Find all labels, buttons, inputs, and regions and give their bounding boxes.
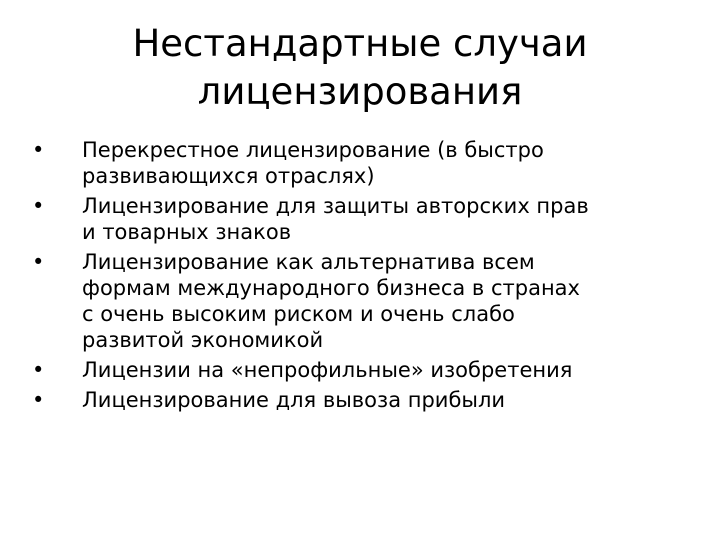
bullet-text-line: формам международного бизнеса в странах bbox=[82, 276, 580, 300]
bullet-icon: • bbox=[32, 250, 45, 274]
bullet-list bbox=[30, 137, 690, 417]
bullet-text-line: с очень высоким риском и очень слабо bbox=[82, 302, 515, 326]
slide-title bbox=[40, 20, 680, 116]
bullet-text-line: Лицензирование для защиты авторских прав bbox=[82, 194, 589, 218]
bullet-text-line: Лицензии на «непрофильные» изобретения bbox=[82, 358, 573, 382]
bullet-item bbox=[30, 387, 690, 413]
bullet-item bbox=[30, 249, 690, 353]
bullet-text-line: и товарных знаков bbox=[82, 220, 292, 244]
slide-title-line-1: Нестандартные случаи bbox=[132, 22, 588, 65]
bullet-item bbox=[30, 137, 690, 189]
bullet-text-line: развитой экономикой bbox=[82, 328, 324, 352]
bullet-item bbox=[30, 357, 690, 383]
bullet-icon: • bbox=[32, 388, 45, 412]
bullet-icon: • bbox=[32, 138, 45, 162]
bullet-text-line: Лицензирование как альтернатива всем bbox=[82, 250, 535, 274]
bullet-icon: • bbox=[32, 194, 45, 218]
bullet-item bbox=[30, 193, 690, 245]
bullet-text-line: Перекрестное лицензирование (в быстро bbox=[82, 138, 544, 162]
bullet-text-line: Лицензирование для вывоза прибыли bbox=[82, 388, 506, 412]
bullet-text-line: развивающихся отраслях) bbox=[82, 164, 375, 188]
bullet-icon: • bbox=[32, 358, 45, 382]
slide-title-line-2: лицензирования bbox=[197, 70, 523, 113]
